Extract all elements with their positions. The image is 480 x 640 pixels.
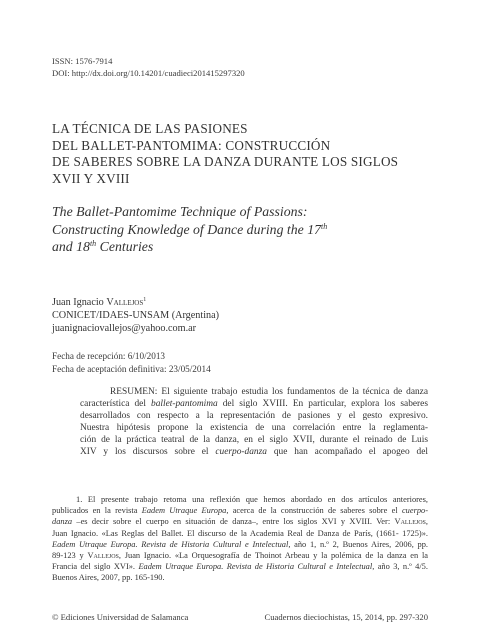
article-metadata bbox=[52, 55, 245, 79]
article-dates bbox=[52, 350, 211, 375]
text: Francia del siglo XVI». bbox=[52, 562, 139, 572]
italic-text: Eadem Utraque Europa. Revista de Historia Cultural e Intelectual bbox=[52, 539, 289, 549]
title-text: and 18 bbox=[52, 239, 90, 254]
footnote-line bbox=[52, 516, 428, 527]
abstract-line: Nuestra hipótesis propone la existencia de una correlación entre la reglamenta- bbox=[80, 423, 428, 433]
footnote-line bbox=[52, 561, 428, 572]
text: –es decir sobre el cuerpo en situación de danza–, entre los siglos XVI y XVIII. Ver: bbox=[72, 517, 395, 527]
title-line: The Ballet-Pantomime Technique of Passions: bbox=[52, 204, 308, 219]
text: , año 3, n.º 4/5. bbox=[372, 562, 428, 572]
footnote-line: 1. El presente trabajo retoma una reflexión que hemos abordado en dos artículos anteriores, bbox=[76, 495, 428, 504]
title-line: LA TÉCNICA DE LAS PASIONES bbox=[52, 121, 248, 136]
title-english bbox=[52, 203, 452, 256]
text: , Juan Ignacio. «La Orquesografía de Thoinot Arbeau y la polémica de la danza en la bbox=[118, 551, 428, 561]
footnote bbox=[52, 494, 428, 584]
text: , año 1, n.º 2, Buenos Aires, 2006, pp. bbox=[288, 539, 428, 549]
author-last-name: Vallejos bbox=[106, 297, 144, 308]
text: característica del bbox=[80, 399, 151, 409]
small-caps-text: Vallejos bbox=[394, 517, 426, 527]
abstract bbox=[80, 386, 428, 458]
received-date: Fecha de recepción: 6/10/2013 bbox=[52, 351, 166, 361]
footnote-line bbox=[52, 505, 428, 516]
title-spanish bbox=[52, 121, 452, 187]
abstract-line: desarrollados con respecto a la representación de pasiones y el gesto expresivo. bbox=[80, 411, 428, 421]
italic-text: ballet-pantomima bbox=[151, 399, 218, 409]
italic-text: Eadem Utraque Europa bbox=[141, 506, 227, 516]
italic-text: cuerpo- bbox=[401, 506, 428, 516]
italic-text: danza bbox=[52, 517, 73, 527]
title-text: Centuries bbox=[96, 239, 154, 254]
text: del siglo XVIII. En particular, explora los saberes bbox=[217, 399, 428, 409]
footnote-line bbox=[52, 550, 428, 561]
ordinal-suffix: th bbox=[89, 239, 97, 248]
author-affiliation: CONICET/IDAES-UNSAM (Argentina) bbox=[52, 310, 220, 321]
text: que han acompañado el apogeo del bbox=[266, 447, 428, 457]
footnote-line bbox=[52, 539, 428, 550]
text: publicados en la revista bbox=[52, 506, 142, 516]
abstract-line bbox=[80, 446, 428, 458]
ordinal-suffix: th bbox=[321, 221, 328, 231]
journal-citation-footer: Cuadernos dieciochistas, 15, 2014, pp. 297-320 bbox=[264, 612, 428, 622]
title-line: XVII Y XVIII bbox=[52, 170, 130, 186]
title-line bbox=[52, 221, 452, 239]
italic-text: cuerpo-danza bbox=[215, 447, 267, 457]
accepted-date: Fecha de aceptación definitiva: 23/05/2014 bbox=[52, 363, 211, 374]
issn: ISSN: 1576-7914 bbox=[52, 56, 113, 66]
title-line: DE SABERES SOBRE LA DANZA DURANTE LOS SIGLOS bbox=[52, 154, 399, 169]
small-caps-text: Vallejos bbox=[87, 551, 119, 561]
footnote-line: Juan Ignacio. «Las Reglas del Ballet. El discurso de la Academia Real de Danza de París, (1661- 1725)». bbox=[52, 528, 428, 538]
text: XIV y los discursos sobre el bbox=[80, 447, 216, 457]
footnote-line: Buenos Aires, 2007, pp. 165-190. bbox=[52, 573, 165, 583]
title-line bbox=[52, 238, 452, 256]
author-name bbox=[52, 296, 219, 309]
abstract-line: RESUMEN: El siguiente trabajo estudia los fundamentos de la técnica de danza bbox=[110, 387, 428, 397]
author-first-name: Juan Ignacio bbox=[52, 297, 107, 308]
abstract-line bbox=[80, 398, 428, 410]
title-line: DEL BALLET-PANTOMIMA: CONSTRUCCIÓN bbox=[52, 137, 331, 153]
author-email[interactable]: juanignaciovallejos@yahoo.com.ar bbox=[52, 323, 197, 334]
title-text: Constructing Knowledge of Dance during the 17 bbox=[52, 221, 322, 237]
author-block bbox=[52, 296, 219, 335]
text: , acerca de la construcción de saberes sobre el bbox=[226, 506, 402, 516]
publisher-footer: © Ediciones Universidad de Salamanca bbox=[52, 612, 189, 622]
text: , bbox=[425, 517, 428, 527]
abstract-line: ción de la práctica teatral de la danza, en el siglo XVII, durante el reinado de Luis bbox=[80, 435, 428, 445]
footnote-ref[interactable]: 1 bbox=[143, 297, 147, 303]
italic-text: Eadem Utraque Europa. Revista de Historia Cultural e Intelectual bbox=[138, 562, 373, 572]
text: 89-123 y bbox=[52, 551, 88, 561]
doi: DOI: http://dx.doi.org/10.14201/cuadieci201415297320 bbox=[52, 68, 245, 78]
